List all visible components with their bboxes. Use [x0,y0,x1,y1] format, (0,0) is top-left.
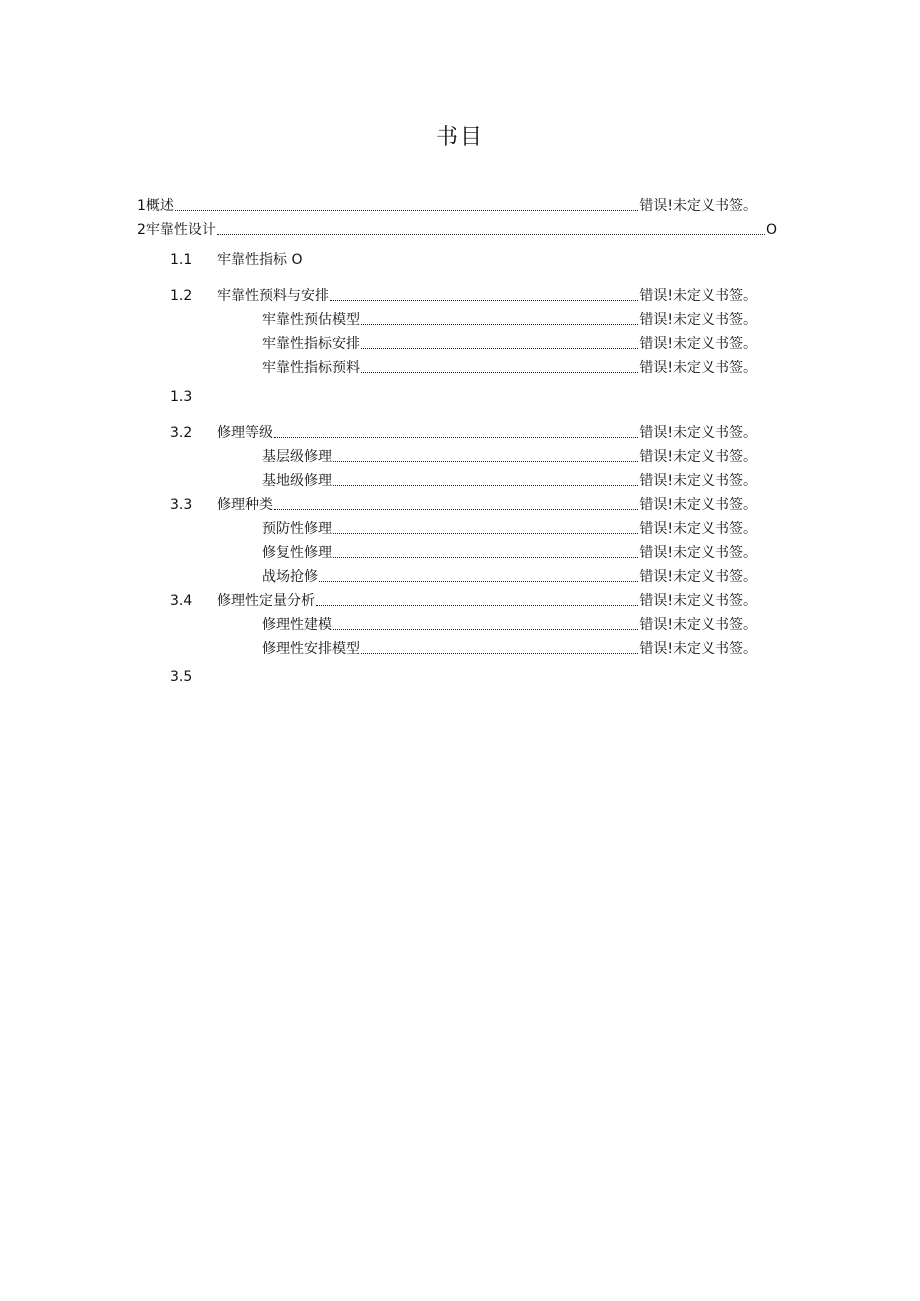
toc-entry-label: 修理性建模 [262,617,332,633]
toc-entry-number: 3.4 [170,593,193,609]
toc-entry-page: 错误!未定义书签。 [639,593,757,609]
toc-entry-page: 错误!未定义书签。 [639,288,757,304]
toc-entry-label: 牢靠性设计 [145,222,216,238]
toc-entry[interactable] [262,639,757,659]
toc-entry-label: 牢靠性预估模型 [262,312,360,328]
toc-dot-leader [330,299,638,301]
toc-dot-leader [316,604,638,606]
toc-entry-number: 1.3 [170,389,193,405]
toc-entry-label: 基地级修理 [262,473,332,489]
toc-entry-page: 错误!未定义书签。 [639,521,757,537]
toc-entry-page: 错误!未定义书签。 [639,497,757,513]
toc-entry-page: 错误!未定义书签。 [639,473,757,489]
toc-entry-label: 修理性安排模型 [262,641,360,657]
toc-entry-label: 牢靠性指标预料 [262,360,360,376]
toc-entry[interactable] [170,286,757,306]
toc-entry[interactable] [170,591,757,611]
page-title: 书目 [435,125,484,150]
toc-entry[interactable] [262,567,757,587]
toc-dot-leader [333,628,638,630]
toc-entry[interactable] [170,250,470,270]
toc-entry[interactable] [262,358,757,378]
toc-dot-leader [361,371,638,373]
toc-entry-number: 3.2 [170,425,193,441]
toc-dot-leader [274,436,638,438]
toc-entry[interactable] [262,615,757,635]
toc-entry[interactable] [262,519,757,539]
toc-entry-page: 错误!未定义书签。 [639,641,757,657]
toc-entry-page: 错误!未定义书签。 [639,569,757,585]
toc-entry-page: 错误!未定义书签。 [639,312,757,328]
toc-entry[interactable] [262,310,757,330]
toc-entry[interactable] [262,543,757,563]
toc-entry-label: 牢靠性指标安排 [262,336,360,352]
toc-entry-number: 2 [137,222,146,238]
toc-entry[interactable] [262,447,757,467]
toc-dot-leader [217,233,765,235]
toc-entry-page: 错误!未定义书签。 [639,545,757,561]
toc-entry-number: 3.3 [170,497,193,513]
toc-entry-page: O [765,222,777,238]
toc-entry-page: 错误!未定义书签。 [639,198,757,214]
toc-entry-label: 预防性修理 [262,521,332,537]
toc-entry[interactable] [170,495,757,515]
toc-dot-leader [333,556,638,558]
toc-entry-page: 错误!未定义书签。 [639,617,757,633]
toc-entry[interactable] [137,220,777,240]
toc-entry-label: 修理种类 [217,497,273,513]
toc-entry-number: 1.2 [170,288,193,304]
toc-entry-label: 牢靠性指标 O [217,252,303,268]
toc-entry-label: 修理等级 [217,425,273,441]
toc-dot-leader [333,532,638,534]
toc-dot-leader [319,580,638,582]
toc-dot-leader [274,508,638,510]
toc-entry-page: 错误!未定义书签。 [639,449,757,465]
toc-entry[interactable] [137,196,757,216]
toc-entry[interactable] [170,387,270,407]
toc-entry-label: 修复性修理 [262,545,332,561]
toc-dot-leader [333,460,638,462]
toc-dot-leader [361,323,638,325]
toc-entry[interactable] [262,334,757,354]
toc-dot-leader [175,209,638,211]
toc-entry-number: 1 [137,198,146,214]
toc-entry-number: 3.5 [170,669,193,685]
toc-entry-page: 错误!未定义书签。 [639,336,757,352]
toc-entry[interactable] [170,423,757,443]
toc-dot-leader [333,484,638,486]
toc-entry[interactable] [262,471,757,491]
toc-entry-label: 战场抢修 [262,569,318,585]
toc-dot-leader [361,347,638,349]
toc-entry-label: 修理性定量分析 [217,593,315,609]
toc-entry-label: 牢靠性预料与安排 [217,288,329,304]
toc-entry[interactable] [170,667,270,687]
toc-entry-number: 1.1 [170,252,193,268]
toc-entry-label: 概述 [145,198,174,214]
toc-entry-page: 错误!未定义书签。 [639,360,757,376]
toc-entry-page: 错误!未定义书签。 [639,425,757,441]
toc-entry-label: 基层级修理 [262,449,332,465]
toc-dot-leader [361,652,638,654]
